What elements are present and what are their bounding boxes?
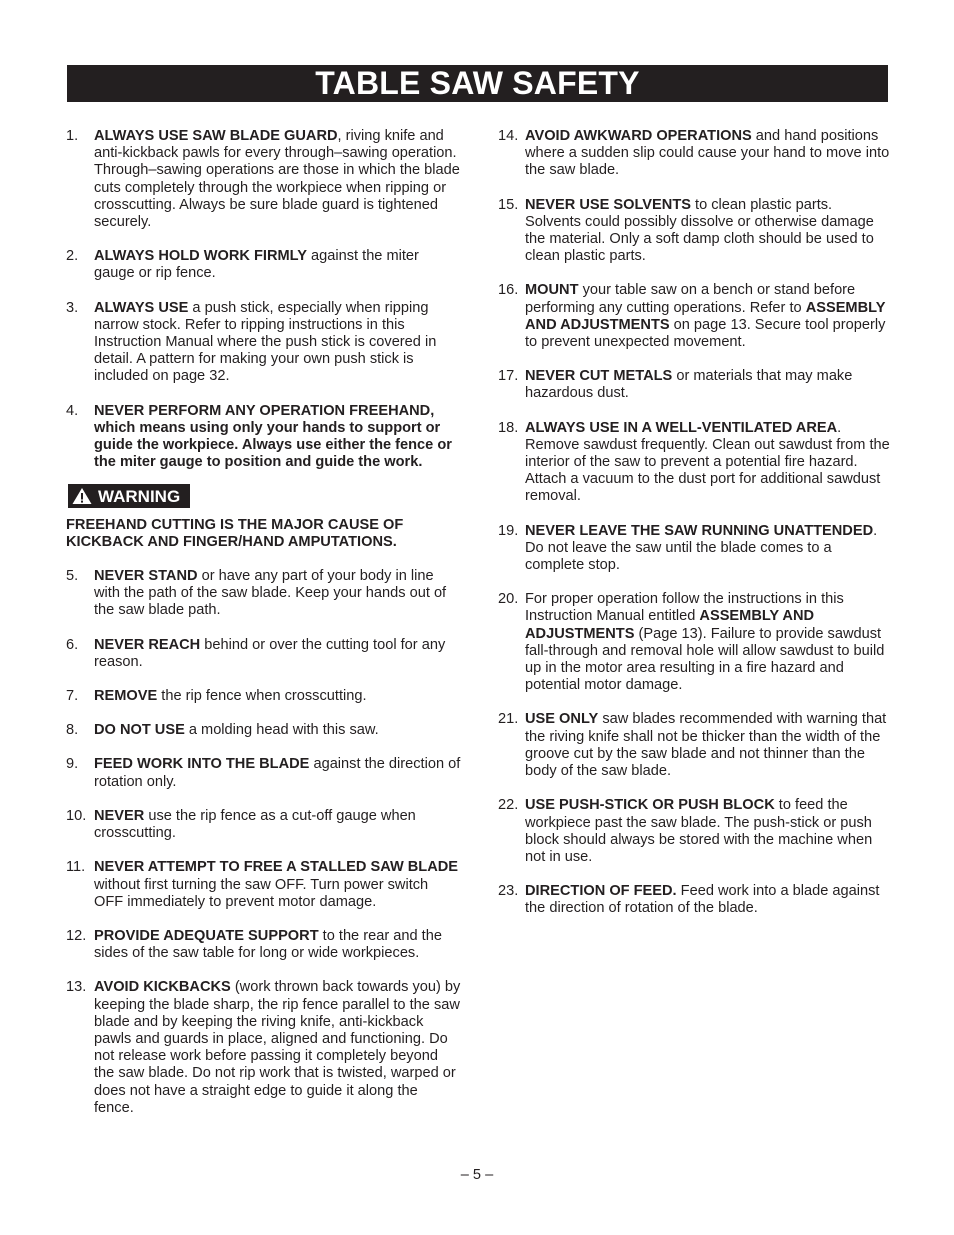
item-number: 7. — [66, 688, 79, 705]
item-body — [525, 883, 890, 917]
item-body — [94, 128, 461, 231]
item-body — [525, 523, 890, 575]
list-item — [66, 403, 461, 472]
list-item — [66, 128, 461, 231]
item-text: on page 13. Secure tool properly to prevent unexpected movement. — [525, 316, 886, 351]
item-emphasis: NEVER PERFORM ANY OPERATION FREEHAND, which means using only your hands to support or guide the workpiece. Always use either the fence or the miter gauge to position and guide the work. — [94, 402, 452, 471]
item-text: against the miter gauge or rip fence. — [94, 248, 419, 282]
item-emphasis: ALWAYS USE — [94, 299, 189, 316]
item-text: or materials that may make hazardous dust. — [525, 368, 853, 402]
item-emphasis: AVOID KICKBACKS — [94, 979, 231, 996]
item-emphasis: NEVER REACH — [94, 636, 201, 653]
left-column — [66, 128, 461, 1117]
item-number: 5. — [66, 568, 79, 585]
item-number: 17. — [498, 368, 519, 385]
item-emphasis: REMOVE — [94, 688, 158, 705]
list-item — [498, 711, 890, 780]
item-text: . Remove sawdust frequently. Clean out sawdust from the interior of the saw to prevent a potential fire hazard. Attach a vacuum to the dust port for additional sawdust removal. — [525, 419, 890, 505]
item-emphasis: NEVER CUT METALS — [525, 368, 673, 385]
item-body — [94, 688, 461, 705]
item-number: 3. — [66, 299, 79, 316]
item-emphasis: FEED WORK INTO THE BLADE — [94, 756, 310, 773]
item-body — [94, 979, 461, 1117]
item-emphasis: ALWAYS USE SAW BLADE GUARD — [94, 128, 338, 144]
list-item — [66, 300, 461, 386]
item-number: 22. — [498, 797, 519, 814]
list-item — [66, 248, 461, 282]
item-number: 15. — [498, 196, 519, 213]
item-body — [525, 197, 890, 266]
item-text: or have any part of your body in line with the path of the saw blade. Keep your hands out of the saw blade path. — [94, 568, 447, 619]
item-text: a push stick, especially when ripping narrow stock. Refer to ripping instructions in this Instruction Manual where the push stick is covered in detail. A pattern for making your own push stick is included on page 32. — [94, 299, 437, 385]
item-body — [525, 591, 890, 694]
item-number: 16. — [498, 282, 519, 299]
item-body — [94, 248, 461, 282]
list-item — [498, 797, 890, 866]
item-number: 11. — [66, 859, 86, 876]
item-text: and hand positions where a sudden slip could cause your hand to move into the saw blade. — [525, 128, 890, 179]
item-body — [94, 859, 461, 911]
item-emphasis: NEVER STAND — [94, 568, 198, 585]
list-item — [66, 722, 461, 739]
item-number: 1. — [66, 128, 79, 144]
item-body — [94, 756, 461, 790]
list-item — [498, 523, 890, 575]
list-item — [66, 756, 461, 790]
item-number: 9. — [66, 756, 79, 773]
item-number: 13. — [66, 979, 87, 996]
item-number: 23. — [498, 883, 519, 900]
warning-triangle-icon — [72, 487, 92, 505]
list-item — [66, 688, 461, 705]
item-emphasis: ASSEMBLY AND ADJUSTMENTS — [525, 299, 886, 333]
item-body — [94, 568, 461, 620]
item-body — [94, 300, 461, 386]
item-body — [94, 722, 461, 739]
item-number: 21. — [498, 711, 519, 728]
page-title: TABLE SAW SAFETY — [67, 65, 888, 102]
item-text: saw blades recommended with warning that the riving knife shall not be thicker than the width of the groove cut by the saw blade and not thinner than the body of the saw blade. — [525, 711, 887, 780]
item-text: against the direction of rotation only. — [94, 756, 461, 790]
item-number: 2. — [66, 248, 79, 265]
list-item — [498, 128, 890, 180]
item-emphasis: NEVER USE SOLVENTS — [525, 196, 691, 213]
list-item — [66, 859, 461, 911]
item-number: 10. — [66, 807, 87, 824]
item-emphasis: NEVER LEAVE THE SAW RUNNING UNATTENDED — [525, 522, 874, 539]
item-body — [525, 368, 890, 402]
list-item — [498, 883, 890, 917]
item-body — [525, 711, 890, 780]
list-item — [66, 979, 461, 1117]
item-text: behind or over the cutting tool for any reason. — [94, 636, 446, 670]
safety-list-part-2 — [66, 568, 461, 1117]
item-emphasis: USE PUSH-STICK OR PUSH BLOCK — [525, 797, 775, 814]
list-item — [498, 368, 890, 402]
list-item — [498, 197, 890, 266]
item-body — [525, 282, 890, 351]
item-text: Feed work into a blade against the direction of rotation of the blade. — [525, 883, 880, 917]
item-emphasis: ALWAYS HOLD WORK FIRMLY — [94, 248, 307, 265]
list-item — [498, 420, 890, 506]
safety-list-part-3 — [498, 128, 890, 918]
item-text: (work thrown back towards you) by keeping the blade sharp, the rip fence parallel to the saw blade and by keeping the riving knife, anti-kickback pawls and guards in place, aligned and functioning. Do not release work before passing it completely beyond the saw blade. Do not rip work that is twisted, warped or does not have a straight edge to guide it along the fence. — [94, 979, 461, 1116]
list-item — [498, 282, 890, 351]
warning-text: FREEHAND CUTTING IS THE MAJOR CAUSE OF KICKBACK AND FINGER/HAND AMPUTATIONS. — [66, 516, 404, 550]
item-text: (Page 13). Failure to provide sawdust fall-through and removal hole will allow sawdust to build up in the motor area resulting in a fire hazard and potential motor damage. — [525, 625, 885, 694]
item-emphasis: DIRECTION OF FEED. — [525, 883, 677, 900]
item-number: 14. — [498, 128, 519, 144]
item-emphasis: MOUNT — [525, 282, 579, 299]
item-text: . Do not leave the saw until the blade comes to a complete stop. — [525, 522, 878, 574]
item-text: without first turning the saw OFF. Turn power switch OFF immediately to prevent motor damage. — [94, 876, 429, 910]
item-emphasis: NEVER ATTEMPT TO FREE A STALLED SAW BLADE — [94, 859, 459, 876]
item-emphasis: PROVIDE ADEQUATE SUPPORT — [94, 927, 319, 944]
item-number: 19. — [498, 522, 519, 539]
safety-list-part-1 — [66, 128, 461, 471]
list-item — [66, 637, 461, 671]
warning-label — [68, 484, 190, 508]
item-text: a molding head with this saw. — [184, 722, 379, 739]
item-text: For proper operation follow the instructions in this Instruction Manual entitled — [525, 591, 844, 625]
item-text: the rip fence when crosscutting. — [157, 688, 367, 705]
item-emphasis: ALWAYS USE IN A WELL-VENTILATED AREA — [525, 419, 838, 436]
item-text: to the rear and the sides of the saw table for long or wide workpieces. — [94, 927, 442, 962]
item-number: 4. — [66, 402, 79, 419]
item-number: 6. — [66, 636, 79, 653]
item-text: , riving knife and anti-kickback pawls for every through–sawing operation. Through–sawing operations are those in which the blade cuts completely through the workpiece when ripping or crosscutting. Always be sure blade guard is tightened securely. — [94, 128, 460, 231]
item-emphasis: AVOID AWKWARD OPERATIONS — [525, 128, 752, 144]
page-number: – 5 – — [460, 1167, 494, 1183]
item-emphasis: DO NOT USE — [94, 722, 185, 739]
item-text: to clean plastic parts. Solvents could possibly dissolve or otherwise damage the material. Only a soft damp cloth should be used to clean plastic parts. — [525, 196, 874, 265]
list-item — [66, 928, 461, 962]
item-body — [94, 637, 461, 671]
item-body — [525, 797, 890, 866]
right-column — [498, 128, 890, 918]
item-text: use the rip fence as a cut-off gauge when crosscutting. — [94, 807, 416, 842]
item-emphasis: USE ONLY — [525, 711, 599, 728]
item-number: 20. — [498, 591, 519, 608]
item-body — [525, 128, 890, 180]
item-emphasis: ASSEMBLY AND ADJUSTMENTS — [525, 608, 815, 642]
list-item — [66, 808, 461, 842]
item-body — [94, 928, 461, 962]
item-number: 8. — [66, 722, 79, 739]
item-text: your table saw on a bench or stand before performing any cutting operations. Refer to — [525, 282, 856, 316]
item-body — [94, 403, 461, 472]
item-text: to feed the workpiece past the saw blade. The push-stick or push block should always be stored with the machine when not in use. — [525, 797, 873, 865]
list-item — [66, 568, 461, 620]
item-number: 12. — [66, 927, 87, 944]
item-body — [525, 420, 890, 506]
item-emphasis: NEVER — [94, 807, 145, 824]
item-body — [94, 808, 461, 842]
list-item — [498, 591, 890, 694]
item-number: 18. — [498, 419, 519, 436]
warning-label-text: WARNING — [98, 486, 181, 506]
